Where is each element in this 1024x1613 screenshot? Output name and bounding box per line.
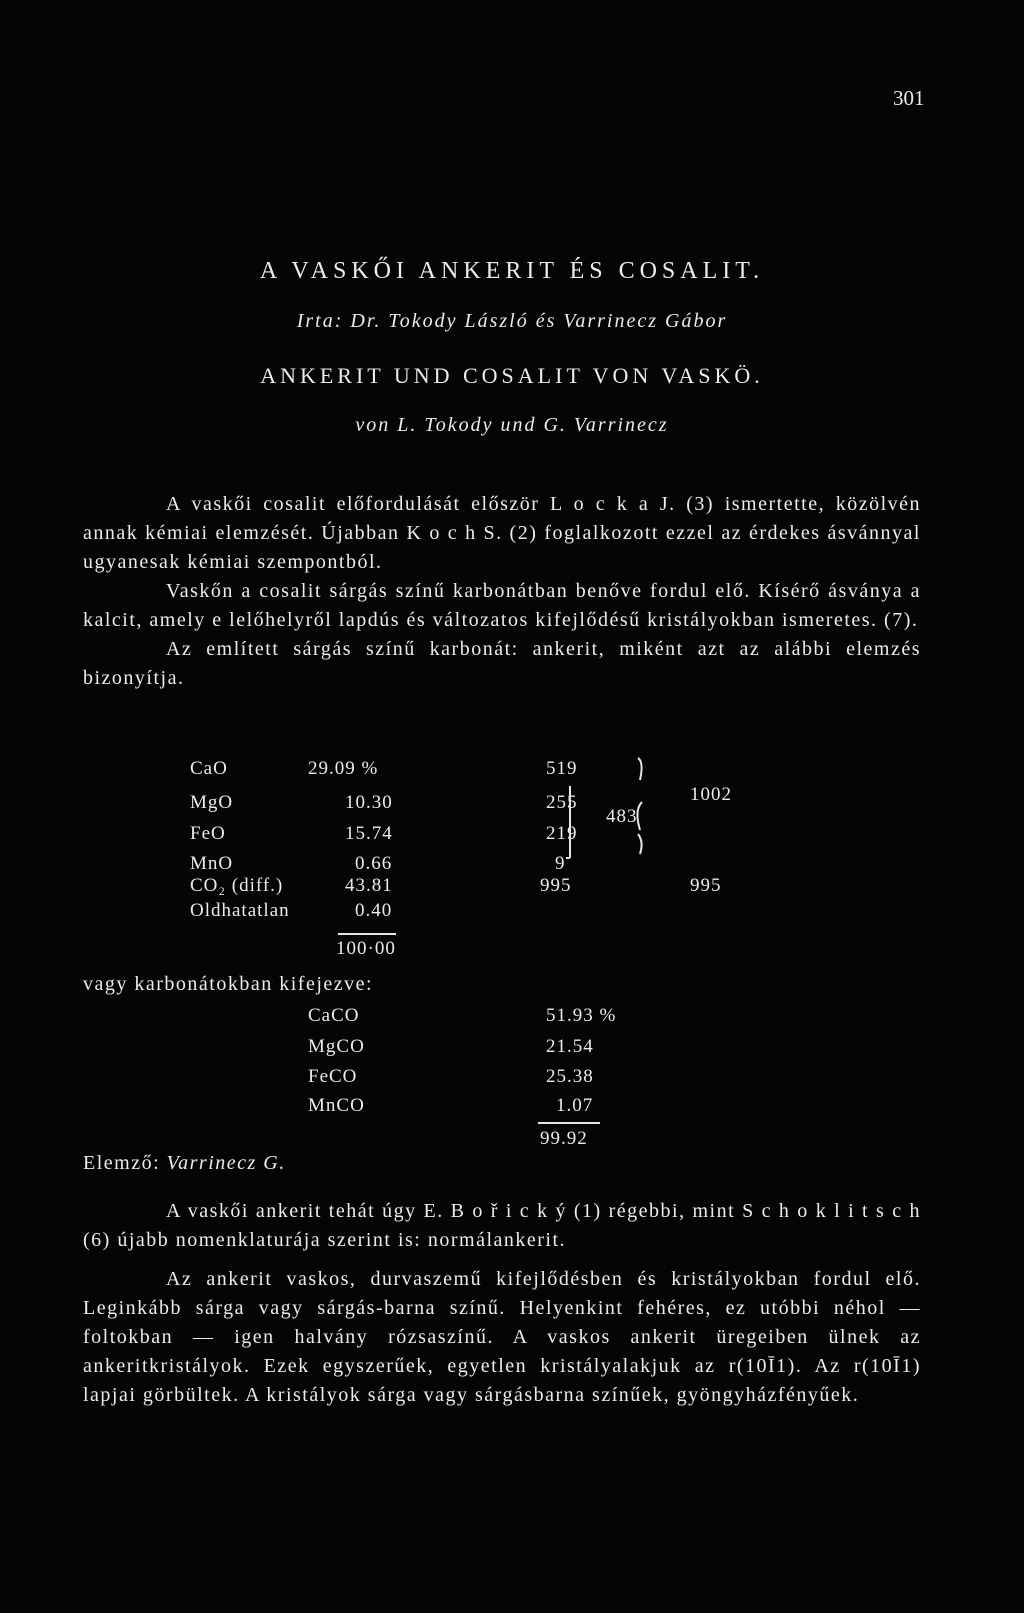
sum-rule [538, 1122, 600, 1124]
oxide-name: MnO [190, 853, 234, 874]
carbonate-value: 21.54 [546, 1036, 594, 1057]
intro-text [83, 490, 921, 693]
oxide-name: Oldhatatlan [190, 900, 290, 921]
body-paragraph: A vaskői ankerit tehát úgy E. B o ř i c k ý (1) régebbi, mint S c h o k l i t s c h (6) újabb nomenklaturája szerint is: normálankerit. [83, 1200, 921, 1251]
article-title-german: ANKERIT UND COSALIT VON VASKÖ. [260, 363, 764, 388]
page-number: 301 [893, 86, 925, 110]
oxide-percent: 43.81 [345, 875, 393, 896]
oxide-name: CO₂ (diff.) [190, 875, 284, 896]
analyst-label: Elemző: [83, 1152, 161, 1174]
carbonate-value: 51.93 % [546, 1005, 617, 1026]
molecular-ratio: 9 [555, 853, 566, 874]
molecular-ratio: 995 [540, 875, 572, 896]
article-byline-german: von L. Tokody und G. Varrinecz [355, 414, 669, 436]
carbonate-name: CaCO [308, 1005, 360, 1026]
oxide-name: MgO [190, 792, 234, 813]
carbonate-name: MgCO [308, 1036, 365, 1057]
intro-paragraph: Vaskőn a cosalit sárgás színű karbonátban benőve fordul elő. Kísérő ásványa a kalcit, amely e lelőhelyről lapdús és változatos kifejlődésű kristályokban ismeretes. (7). [83, 580, 921, 631]
subtotal-483: 483 [606, 806, 638, 827]
carbonate-name: MnCO [308, 1095, 365, 1116]
body-text [83, 1197, 921, 1410]
carbonate-value: 25.38 [546, 1066, 594, 1087]
oxide-percent: 29.09 % [308, 758, 379, 779]
sum-rule [338, 933, 396, 935]
oxide-percent: 10.30 [345, 792, 393, 813]
article-byline: Irta: Dr. Tokody László és Varrinecz Gábor [296, 310, 728, 332]
oxide-percent: 0.40 [355, 900, 393, 921]
carbonate-intro: vagy karbonátokban kifejezve: [83, 973, 374, 995]
oxide-total: 100·00 [336, 938, 396, 959]
analyst-line [83, 1152, 286, 1175]
body-paragraph: Az ankerit vaskos, durvaszemű kifejlődésben és kristályokban fordul elő. Leginkább sárga vagy sárgás-barna színű. Helyenkint fehéres, ez utóbbi néhol — foltokban — igen halvány rózsaszínű. A vaskos ankerit üregeiben ülnek az ankeritkristályok. Ezek egyszerűek, egyetlen kristályalakjuk az r(10Ī1). Az r(10Ī1) lapjai görbültek. A kristályok sárga vagy sárgásbarna színűek, gyöngyházfényűek. [83, 1268, 921, 1406]
carbonate-name: FeCO [308, 1066, 358, 1087]
molecular-ratio: 219 [546, 823, 578, 844]
article-title: A VASKŐI ANKERIT ÉS COSALIT. [259, 258, 765, 284]
carbonate-total: 99.92 [540, 1128, 588, 1149]
intro-paragraph: Az említett sárgás színű karbonát: ankerit, miként azt az alábbi elemzés bizonyítja. [83, 638, 921, 689]
oxide-percent: 0.66 [355, 853, 393, 874]
intro-paragraph: A vaskői cosalit előfordulását először L o c k a J. (3) ismertette, közölvén annak kémiai elemzését. Újabban K o c h S. (2) foglalkozott ezzel az érdekes ásvánnyal ugyanesak kémiai szempontból. [83, 493, 921, 573]
oxide-percent: 15.74 [345, 823, 393, 844]
co2-995: 995 [690, 875, 722, 896]
molecular-ratio: 519 [546, 758, 578, 779]
analyst-name: Varrinecz G. [166, 1152, 286, 1174]
carbonate-value: 1.07 [556, 1095, 594, 1116]
sum-1002: 1002 [690, 784, 732, 805]
oxide-name: FeO [190, 823, 226, 844]
molecular-ratio: 255 [546, 792, 578, 813]
oxide-name: CaO [190, 758, 228, 779]
